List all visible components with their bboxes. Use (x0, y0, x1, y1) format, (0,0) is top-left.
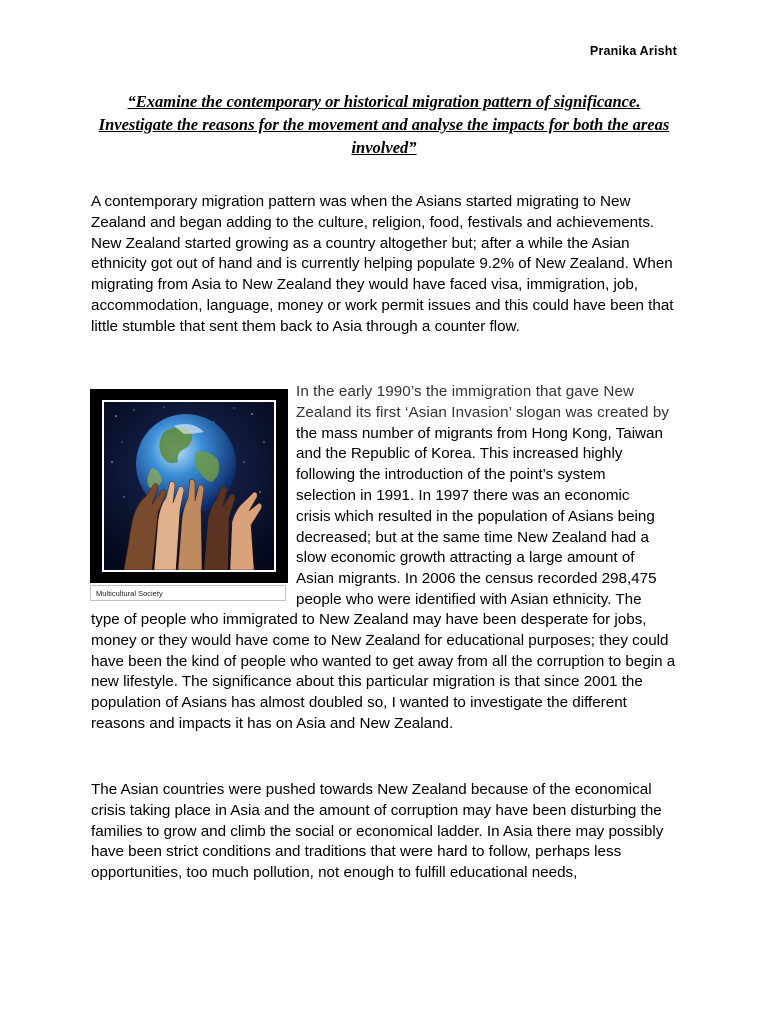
paragraph-2-line: the mass number of migrants from Hong Kong, Taiwan (296, 424, 663, 442)
paragraph-2-line: people who were identified with Asian ethnicity. The (296, 590, 642, 608)
paragraph-1: A contemporary migration pattern was when the Asians started migrating to New Zealand and began adding to the culture, religion, food, festivals and achievements. New Zealand started growing as a country altogether but; after a while the Asian ethnicity got out of hand and is currently helping populate 9.2% of New Zealand. When migrating from Asia to New Zealand they would have faced visa, immigration, job, accommodation, language, money or work permit issues and this could have been that little stumble that sent them back to Asia through a counter flow. (91, 193, 674, 335)
paragraph-2-line: Zealand its first ‘Asian Invasion’ slogan was created by (296, 403, 670, 421)
paragraph-2-line: In the early 1990’s the immigration that gave New (296, 383, 635, 400)
author-name: Pranika Arisht (589, 44, 677, 58)
paragraph-2-wrapped (296, 382, 686, 611)
figure (90, 389, 288, 603)
paragraph-3: The Asian countries were pushed towards New Zealand because of the economical crisis taking place in Asia and the amount of corruption may have been disturbing the families to grow and climb the social or economical ladder. In Asia there may possibly have been strict conditions and traditions that were hard to follow, perhaps less opportunities, too much pollution, not enough to fulfill educational needs, (91, 781, 664, 882)
paragraph-2-line: following the introduction of the point’s system (296, 466, 606, 484)
paragraph-2-line: decreased; but at the same time New Zealand had a (296, 528, 649, 546)
essay-title: “Examine the contemporary or historical migration pattern of significance. Investigate the reasons for the movement and analyse the impacts for both the areas involved” (98, 92, 670, 157)
paragraph-2-line: and the Republic of Korea. This increased highly (296, 445, 623, 463)
paragraph-2-line: Asian migrants. In 2006 the census recorded 298,475 (296, 570, 657, 588)
photo-frame (90, 389, 288, 583)
paragraph-2-continued: type of people who immigrated to New Zealand may have been desperate for jobs, money or they would have come to New Zealand for educational purposes; they could have been the kind of people who wanted to get away from all the corruption to begin a new lifestyle. The significance about this particular migration is that since 2001 the population of Asians has almost doubled so, I wanted to investigate the different reasons and impacts it has on Asia and New Zealand. (91, 611, 676, 732)
paragraph-2-line: crisis which resulted in the population of Asians being (296, 507, 655, 525)
globe-hands-image (104, 402, 274, 570)
figure-caption: Multicultural Society (90, 585, 286, 601)
photo (102, 400, 276, 572)
paragraph-2-line: slow economic growth attracting a large amount of (296, 549, 635, 567)
paragraph-2-line: selection in 1991. In 1997 there was an economic (296, 486, 630, 504)
